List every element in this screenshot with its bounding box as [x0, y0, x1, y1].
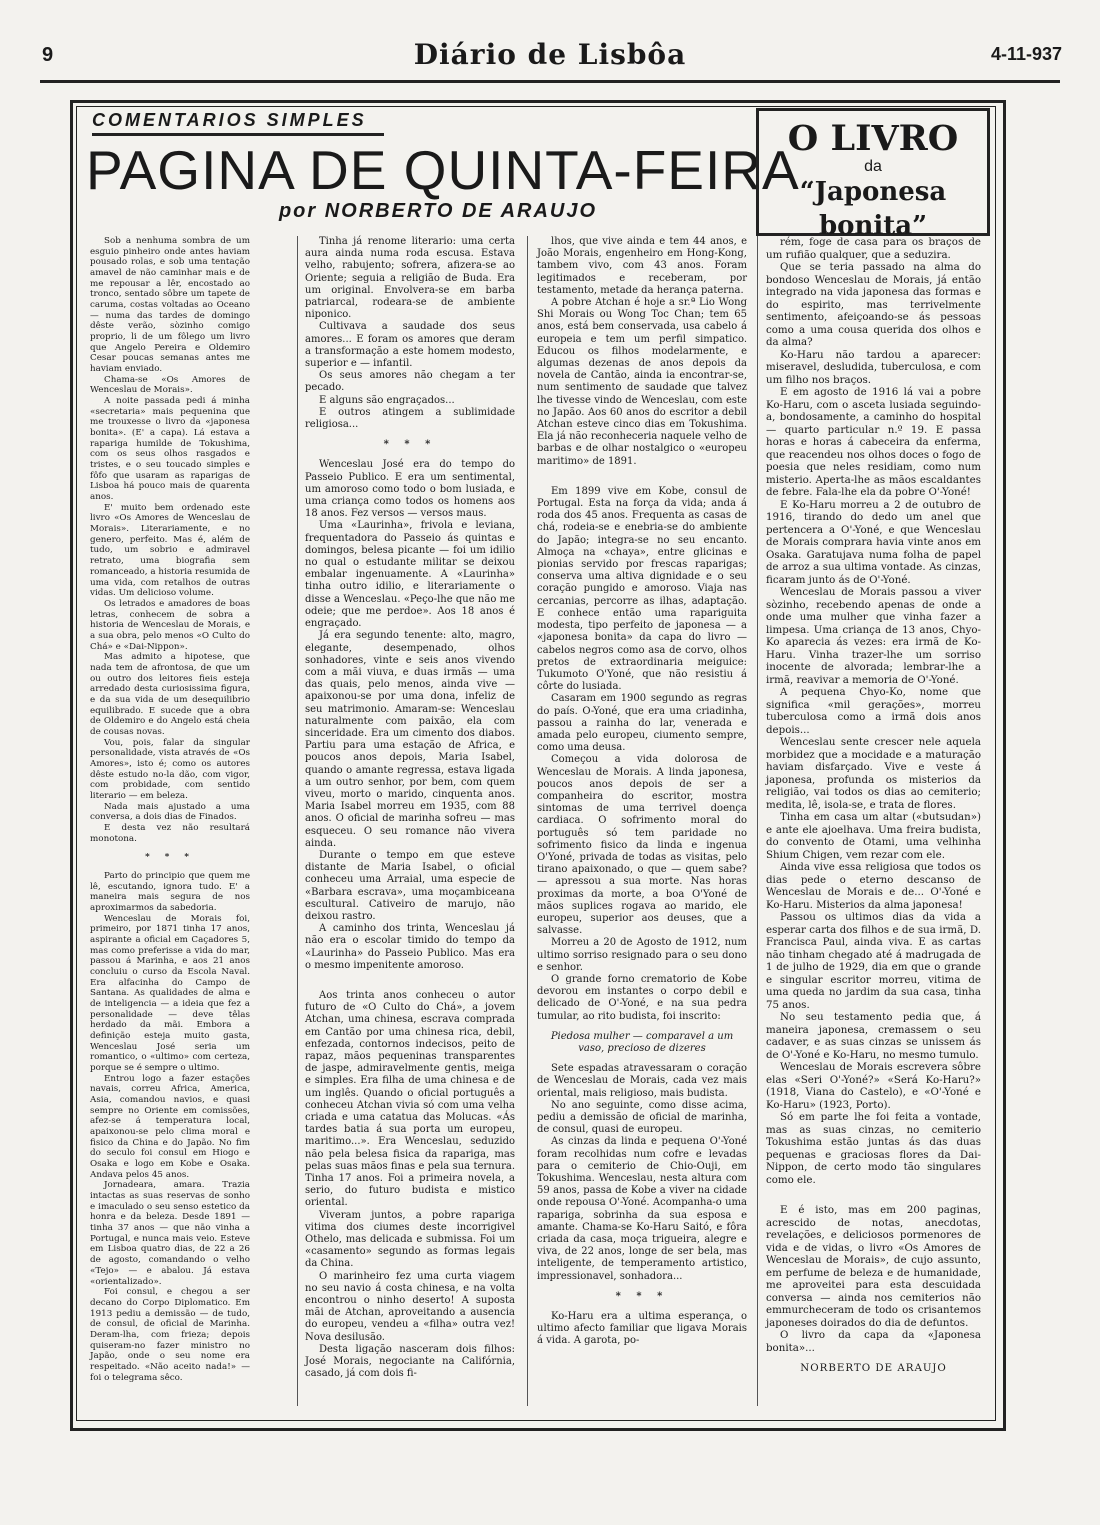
paragraph: No ano seguinte, como disse acima, pediu a demissão de oficial de marinha, de consul, quasi de europeu. — [537, 1099, 747, 1136]
paragraph: Parto do principio que quem me lê, escutando, ignora tudo. E' a maneira mais segura de nos aproximarmos da sabedoria. — [90, 870, 250, 913]
paragraph: A pequena Chyo-Ko, nome que significa «mil gerações», morreu tuberculosa como a irmã dois anos depois... — [766, 686, 981, 736]
column-rule — [527, 236, 528, 1406]
paragraph: Só em parte lhe foi feita a vontade, mas as suas cinzas, no cemiterio Tokushima estão juntas ás das duas pequenas e graciosas flores da Dai-Nippon, de certo modo tão singulares como ele. — [766, 1111, 981, 1186]
column-gap — [766, 1186, 981, 1204]
paragraph: O grande forno crematorio de Kobe devorou em instantes o corpo debil e delicado de O'-Yoné, e na sua pedra tumular, ao rito budista, foi inscrito: — [537, 973, 747, 1022]
book-box-line3: “Japonesa bonita” — [799, 177, 947, 241]
paragraph: A pobre Atchan é hoje a sr.ª Lio Wong Shi Morais ou Wong Toc Chan; tem 65 anos, está bem conservada, usa cabelo á europeia e tem um perfil simpatico. Educou os filhos modelarmente, e algumas dezenas de anos depois da novela de Cantão, ainda ia encontrar-se, num sentimento de saudade que talvez lhe tivesse vindo de Wenceslau, com este no Japão. Aos 60 anos do escritor a debil Atchan esteve cinco dias em Tokushima. Ela já não reconheceria naquele velho de barbas e de olhar nostalgico o «europeu maritimo» de 1891. — [537, 297, 747, 467]
byline: por NORBERTO DE ARAUJO — [278, 200, 598, 222]
paragraph: Aos trinta anos conheceu o autor futuro de «O Culto do Chá», a jovem Atchan, uma chinesa, escrava comprada em Cantão por uma chinesa rica, debil, enfezada, contornos indecisos, peito de rapaz, mãos pequeninas transparentes de jaspe, admiravelmente gentis, meiga e simples. Era filha de uma chinesa e de um inglês. Quando o oficial português a conheceu Atchan vivia só com uma velha criada e uma catatua das Molucas. «Ás tardes batia á sua porta um europeu, maritimo...». Era Wenceslau, seduzido não pela belesa fisica da rapariga, mas pelas suas mãos finas e pela sua ternura. Tinha 17 anos. Foi a primeira novela, a serio, do futuro budista e mistico oriental. — [305, 989, 515, 1209]
paragraph: Que se teria passado na alma do bondoso Wenceslau de Morais, já então integrado na vida japonesa das formas e do espirito, mas terrivelmente sentimento, afeiçoando-se ás pessoas como a uma cousa querida dos olhos e da alma? — [766, 261, 981, 348]
article-column-1 — [90, 236, 250, 1383]
paragraph: Nada mais ajustado a uma conversa, a dois dias de Finados. — [90, 801, 250, 823]
paragraph: Entrou logo a fazer estações navais, correu Africa, America, Asia, comandou navios, e quasi sempre no Oriente em comissões, afez-se á temperatura local, apaixonou-se pelo clima moral e fisico da China e do Japão. No fim do seculo foi consul em Hiogo e Osaka e logo em Kobe e Osaka. Andava pelos 45 anos. — [90, 1073, 250, 1180]
paragraph: E desta vez não resultará monotona. — [90, 822, 250, 844]
paragraph: Desta ligação nasceram dois filhos: José Morais, negociante na Califórnia, casado, já com dois fi- — [305, 1343, 515, 1380]
paragraph: O marinheiro fez uma curta viagem no seu navio á costa chinesa, e na volta encontrou o ninho deserto! A suposta mãi de Atchan, aproveitando a ausencia do europeu, vendeu a «filha» outra vez! Nova desilusão. — [305, 1270, 515, 1343]
header-rule — [40, 80, 1060, 83]
section-break: * * * — [615, 1290, 669, 1302]
article-column-3 — [537, 236, 747, 1348]
article-column-2 — [305, 236, 515, 1380]
epitaph: Piedosa mulher — comparavel a um vaso, precioso de dizeres — [550, 1030, 734, 1054]
paragraph: Viveram juntos, a pobre rapariga vitima dos ciumes deste incorrigivel Othelo, mas delicada e submissa. Foi um «casamento» segundo as formas legais da China. — [305, 1209, 515, 1270]
paragraph: Tinha em casa um altar («butsudan») e ante ele ajoelhava. Uma freira budista, do convento de Otami, uma velhinha Shium Chigen, vem rezar com ele. — [766, 811, 981, 861]
book-box — [756, 108, 990, 241]
paragraph: Os letrados e amadores de boas letras, conhecem de sobra a historia de Wenceslau de Morais, e a sua obra, pelo menos «O Culto do Chá» e «Dai-Nippon». — [90, 598, 250, 652]
column-rule — [757, 236, 758, 1406]
paragraph: Foi consul, e chegou a ser decano do Corpo Diplomatico. Em 1913 pediu a demissão — de tudo, de consul, de oficial de Marinha. Deram-lha, com frieza; depois quiseram-no fazer ministro no Japão, onde o seu nome era respeitado. «Não aceito nada!» — foi o telegrama sêco. — [90, 1287, 250, 1383]
section-break: * * * — [383, 439, 437, 451]
paragraph: Casaram em 1900 segundo as regras do país. O-Yoné, que era uma criadinha, passou a rainha do lar, venerada e amada pelo europeu, ciumento sempre, como uma deusa. — [537, 693, 747, 754]
paragraph: Wenceslau de Morais passou a viver sòzinho, recebendo apenas de onde a onde uma mulher que vinha fazer a limpesa. Uma criança de 13 anos, Chyo-Ko aparecia ás vezes: era irmã de Ko-Haru. Vinha trazer-lhe um sorriso inocente de alvorada; lembrar-lhe a irmã, reavivar a memoria de O'-Yoné. — [766, 586, 981, 686]
paragraph: Ko-Haru era a ultima esperança, o ultimo afecto familiar que ligava Morais á vida. A garota, po- — [537, 1311, 747, 1347]
paragraph: E em agosto de 1916 lá vai a pobre Ko-Haru, com o asceta lusiada seguindo-a, bondosamente, a caminho do hospital — quarto particular n.º 19. E passa horas e horas á cabeceira da enferma, que reacendeu nos olhos doces o fogo de poesia que neles residiam, como num misterio. Aperta-lhe as mãos escaldantes de febre. Fala-lhe ela da pobre O'-Yoné! — [766, 386, 981, 498]
masthead — [30, 38, 1070, 78]
column-rule — [297, 236, 298, 1406]
paragraph: lhos, que vive ainda e tem 44 anos, e João Morais, engenheiro em Hong-Kong, tambem vivo, com 43 anos. Foram legitimados e receberam, por testamento, metade da herança paterna. — [537, 236, 747, 296]
column-gap — [305, 972, 515, 990]
paragraph: Wenceslau José era do tempo do Passeio Publico. E era um sentimental, um amoroso como todo o bom lusiada, e uma criança como todos os homens aos 18 anos. Fez versos — versos maus. — [305, 459, 515, 520]
article-column-4 — [766, 236, 981, 1375]
column-gap — [537, 468, 747, 486]
paragraph: Vou, pois, falar da singular personalidade, vista através de «Os Amores», isto é; como os autores dêste estudo no-la dão, com vigor, com probidade, com sentido literario — em beleza. — [90, 737, 250, 801]
paragraph: No seu testamento pedia que, á maneira japonesa, cremassem o seu cadaver, e as suas cinzas se unissem ás de O'-Yoné e Ko-Haru, no mesmo tumulo. — [766, 1011, 981, 1061]
paragraph: Durante o tempo em que esteve distante de Maria Isabel, o oficial conheceu uma Arraial, uma especie de «Barbara escrava», uma moçambiceana escultural. Cativeiro de marujo, não deixou rastro. — [305, 849, 515, 922]
paragraph: Wenceslau sente crescer nele aquela morbidez que a mocidade e a maturação haviam disfarçado. Vive e veste á japonesa, profunda os misterios da religião, vai todos os dias ao cemiterio; medita, lê, isola-se, e trata de flores. — [766, 736, 981, 811]
paragraph: Começou a vida dolorosa de Wenceslau de Morais. A linda japonesa, poucos anos depois de ser a companheira do escritor, mostra sintomas de uma terrivel doença cardiaca. O sofrimento moral do português só tem paridade no sofrimento fisico da linda e ingenua O'Yoné, privada de todas as visitas, pelo tirano apaixonado, o que — quem sabe? — apressou a sua morte. Nas horas proximas da morte, a boa O'Yoné de mãos suplices rogava ao marido, ele europeu, superior aos deuses, que a salvasse. — [537, 754, 747, 937]
issue-date: 4-11-937 — [990, 44, 1062, 64]
newspaper-name: Diário de Lisbôa — [413, 38, 687, 71]
paragraph: Ko-Haru não tardou a aparecer: miseravel, desludida, tuberculosa, e com um filho nos braços. — [766, 348, 981, 386]
paragraph: Sete espadas atravessaram o coração de Wenceslau de Morais, cada vez mais oriental, mais religioso, mais budista. — [537, 1063, 747, 1099]
paragraph: Passou os ultimos dias da vida a esperar carta dos filhos e de sua irmã, D. Francisca Paul, ainda viva. E as cartas não tinham chegado até á madrugada de 1 de julho de 1929, dia em que o grande e singular escritor morreu, vitima de uma queda no jardim da sua casa, tinha 75 anos. — [766, 911, 981, 1011]
paragraph: Wenceslau de Morais foi, primeiro, por 1871 tinha 17 anos, aspirante a oficial em Caçadores 5, mas como preferisse a vida do mar, passou á Marinha, e aos 21 anos concluiu o curso da Escola Naval. Era alfacinha do Campo de Santana. As qualidades de alma e de inteligencia — a ideia que fez a personalidade — deve têlas herdado da mãi. Embora a definição esteja muito gasta, Wenceslau José seria um romantico, o «ultimo» com certeza, porque se é sempre o ultimo. — [90, 913, 250, 1074]
paragraph: Uma «Laurinha», frivola e leviana, frequentadora do Passeio ás quintas e domingos, belesa picante — foi um idilio no qual o estudante militar se deixou embalar ingenuamente. A «Laurinha» tinha outro idilio, e literariamente o disse a Wenceslau. «Peço-lhe que não me odeie; que me perdoe». Aos 18 anos é engraçado. — [305, 520, 515, 630]
section-break: * * * — [145, 852, 195, 863]
paragraph: Tinha já renome literario: uma certa aura ainda numa roda escusa. Estava velho, rabujento; sofrera, afizera-se ao Oriente; seguia a religião de Buda. Era um original. Envolvera-se em barba patriarcal, rodeara-se de ambiente niponico. — [305, 236, 515, 321]
paragraph: E outros atingem a sublimidade religiosa... — [305, 406, 515, 431]
paragraph: Wenceslau de Morais escrevera sôbre elas «Seri O'-Yoné?» «Será Ko-Haru?» (1918, Viana do Castelo), e «O'-Yoné e Ko-Haru» (1923, Porto). — [766, 1061, 981, 1111]
paragraph: E' muito bem ordenado este livro «Os Amores de Wenceslau de Morais». Literariamente, e no genero, perfeito. Mas é, além de tudo, um sobrio e admiravel retrato, uma biografia sem romanceado, a historia resumida de uma vida, com retalhos de outras vidas. Um delicioso volume. — [90, 502, 250, 599]
paragraph: A caminho dos trinta, Wenceslau já não era o escolar timido do tempo da «Laurinha» do Passeio Publico. Mas era o mesmo impenitente amoroso. — [305, 923, 515, 971]
paragraph: Chama-se «Os Amores de Wenceslau de Morais». — [90, 374, 250, 396]
author-signature: NORBERTO DE ARAUJO — [800, 1362, 947, 1374]
paragraph: E Ko-Haru morreu a 2 de outubro de 1916, tirando do dedo um anel que pertencera a O'-Yoné, e que Wenceslau de Morais comprara havia vinte anos em Osaka. Garatujava numa folha de papel de arroz a sua ultima vontade. As cinzas, ficaram junto ás de O'-Yoné. — [766, 498, 981, 586]
paragraph: rém, foge de casa para os braços de um rufião qualquer, que a seduzira. — [766, 236, 981, 261]
paragraph: Sob a nenhuma sombra de um esguio pinheiro onde antes haviam pousado rolas, e sob uma tentação amavel de não caminhar mais e de me repousar a lêr, encostado ao tronco, sentado sôbre um tapete de caruma, costas voltadas ao Oceano — numa das tardes de domingo dêste verão, sòzinho comigo proprio, li de um fôlego um livro que Angelo Pereira e Oldemiro Cesar poucas semanas antes me haviam enviado. — [90, 236, 250, 375]
paragraph: O livro da capa da «Japonesa bonita»... — [766, 1329, 981, 1354]
book-box-line2: da — [864, 158, 882, 175]
book-box-line1: O LIVRO — [787, 118, 959, 159]
paragraph: E é isto, mas em 200 paginas, acrescido de notas, anecdotas, revelações, e deliciosos pormenores de vida e de vidas, o livro «Os Amores de Wenceslau de Morais», de cujo assunto, em perfume de beleza e de humanidade, me aproveitei para esta descuidada conversa — ainda nos cemiterios não emmurcheceram de todo os crisantemos japoneses doirados do dia de defuntos. — [766, 1204, 981, 1329]
paragraph: Em 1899 vive em Kobe, consul de Portugal. Esta na força da vida; anda á roda dos 45 anos. Frequenta as casas de chá, rodeia-se e enebria-se do ambiente do Japão; integra-se no seu encanto. Almoça na «chaya», entre glicinas e pionias servido por frescas raparigas; conserva uma altiva dignidade e o seu coração pungido e amoroso. Viaja nas cercanias, percorre as ilhas, adaptação. E conhece então uma rapariguita modesta, tipo perfeito de japonesa — a «japonesa bonita» da capa do livro — cabelos negros como asa de corvo, olhos pretos de extraordinaria meiguice: Tukumoto O'Yoné, que não resistiu á côrte do lusiada. — [537, 485, 747, 693]
paragraph: Ainda vive essa religiosa que todos os dias pede o eterno descanso de Wenceslau de Morais e de... O'-Yoné e Ko-Haru. Misterios da alma japonesa! — [766, 861, 981, 911]
paragraph: A noite passada pedi á minha «secretaria» mais pequenina que me trouxesse o livro da «japonesa bonita». (E' a capa). Lá estava a rapariga humilde de Tokushima, com os seus olhos rasgados e tristes, e o seu toucado simples e fôfo que usaram as raparigas de Lisboa há pouco mais de quarenta anos. — [90, 396, 250, 503]
article-title: PAGINA DE QUINTA-FEIRA — [86, 139, 800, 201]
paragraph: As cinzas da linda e pequena O'-Yoné foram recolhidas num cofre e levadas para o cemiterio de Chio-Ouji, em Tokushima. Wenceslau, nesta altura com 59 anos, passa de Kobe a viver na cidade onde repousa O'-Yoné. Acompanha-o uma rapariga, sobrinha da sua esposa e amante. Chama-se Ko-Haru Saitó, e fôra criada da casa, moça trigueira, alegre e viva, de 22 anos, longe de ser bela, mas inteligente, de temperamento artistico, impressionavel, sonhadora... — [537, 1136, 747, 1282]
paragraph: Jornadeara, amara. Trazia intactas as suas reservas de sonho e imaculado o seu senso estetico da honra e da beleza. Desde 1891 — tinha 37 anos — que não vinha a Portugal, e nunca mais veio. Esteve em Lisboa quatro dias, de 22 a 26 de agosto, comandando o velho «Tejo» — e abalou. Já estava «orientalizado». — [90, 1180, 250, 1287]
paragraph: Morreu a 20 de Agosto de 1912, num ultimo sorriso resignado para o seu dono e senhor. — [537, 937, 747, 973]
paragraph: Os seus amores não chegam a ter pecado. — [305, 370, 515, 394]
paragraph: E alguns são engraçados... — [319, 394, 455, 406]
paragraph: Mas admito a hipotese, que nada tem de afrontosa, de que um ou outro dos leitores fieis esteja arredado desta curiosissima figura, e da sua vida de um desequilibrio equilibrado. E sucede que a obra de Oldemiro e do Angelo está cheia de cousas novas. — [90, 652, 250, 737]
paragraph: Já era segundo tenente: alto, magro, elegante, desempenado, olhos sonhadores, vinte e seis anos vivendo com a mãi viuva, e duas irmãs — uma das quais, pelo menos, ainda vive — apaixonou-se por uma dona, infeliz de seu matrimonio. Amaram-se: Wenceslau naturalmente com paixão, ela com sinceridade. Era um cimento dos diabos. Partiu para uma estação de Africa, e poucos anos depois, Maria Isabel, quando o amante regressa, estava ligada a um outro senhor, por bem, com quem viveu, morto o marido, cinquenta anos. Maria Isabel morreu em 1935, com 88 anos. O oficial de marinha sofreu — mas esqueceu. O seu romance não vivera ainda. — [305, 630, 515, 849]
paragraph: Cultivava a saudade dos seus amores... E foram os amores que deram a transformação a este homem modesto, superior e — infantil. — [305, 321, 515, 370]
section-kicker: COMENTARIOS SIMPLES — [92, 110, 384, 136]
page-number: 9 — [42, 44, 54, 66]
